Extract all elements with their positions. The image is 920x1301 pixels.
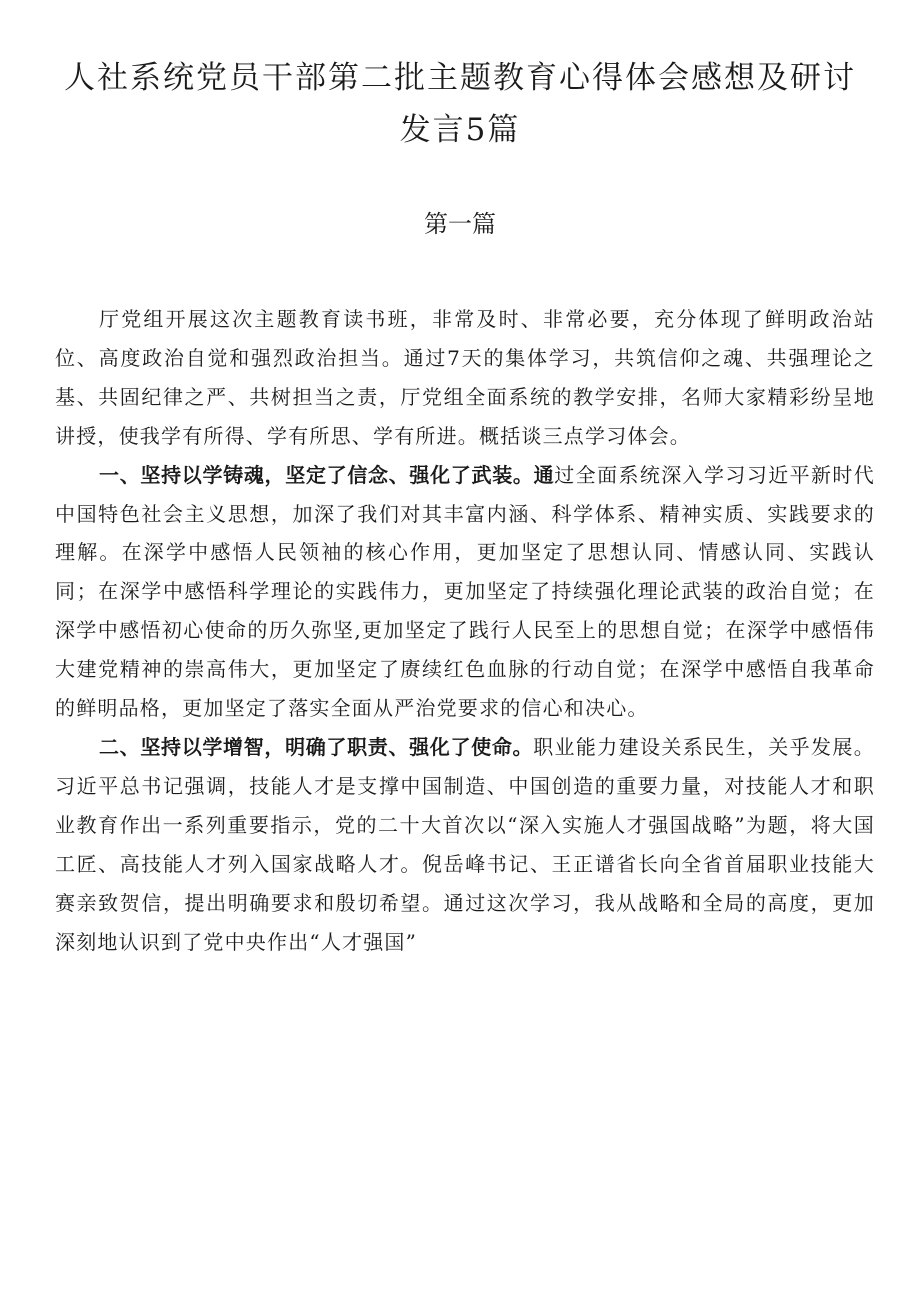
paragraph-lead: 一、坚持以学铸魂，坚定了信念、强化了武装。通: [99, 462, 555, 487]
paragraph-point-one: [55, 456, 875, 728]
section-heading: 第一篇: [424, 210, 496, 238]
paragraph-lead: 二、坚持以学增智，明确了职责、强化了使命。: [99, 734, 534, 759]
document-title: 人社系统党员干部第二批主题教育心得体会感想及研讨发言5篇: [64, 60, 856, 148]
paragraph-text: 职业能力建设关系民生，关乎发展。习近平总书记强调，技能人才是支撑中国制造、中国创造的重要力量，对技能人才和职业教育作出一系列重要指示，党的二十大首次以“深入实施人才强国战略”为题，将大国工匠、高技能人才列入国家战略人才。倪岳峰书记、王正谱省长向全省首届职业技能大赛亲致贺信，提出明确要求和殷切希望。通过这次学习，我从战略和全局的高度，更加深刻地认识到了党中央作出“人才强国”: [55, 734, 876, 954]
paragraph-text: 过全面系统深入学习习近平新时代中国特色社会主义思想，加深了我们对其丰富内涵、科学体系、精神实质、实践要求的理解。在深学中感悟人民领袖的核心作用，更加坚定了思想认同、情感认同、实践认同；在深学中感悟科学理论的实践伟力，更加坚定了持续强化理论武装的政治自觉；在深学中感悟初心使命的历久弥坚,更加坚定了践行人民至上的思想自觉；在深学中感悟伟大建党精神的崇高伟大，更加坚定了赓续红色血脉的行动自觉；在深学中感悟自我革命的鲜明品格，更加坚定了落实全面从严治党要求的信心和决心。: [55, 462, 876, 721]
paragraph-text: 厅党组开展这次主题教育读书班，非常及时、非常必要，充分体现了鲜明政治站位、高度政治自觉和强烈政治担当。通过7天的集体学习，共筑信仰之魂、共强理论之基、共固纪律之严、共树担当之责，厅党组全面系统的教学安排，名师大家精彩纷呈地讲授，使我学有所得、学有所思、学有所进。概括谈三点学习体会。: [55, 307, 875, 448]
document-body: [55, 300, 875, 961]
paragraph-intro: [55, 300, 875, 456]
paragraph-point-two: [55, 728, 875, 961]
